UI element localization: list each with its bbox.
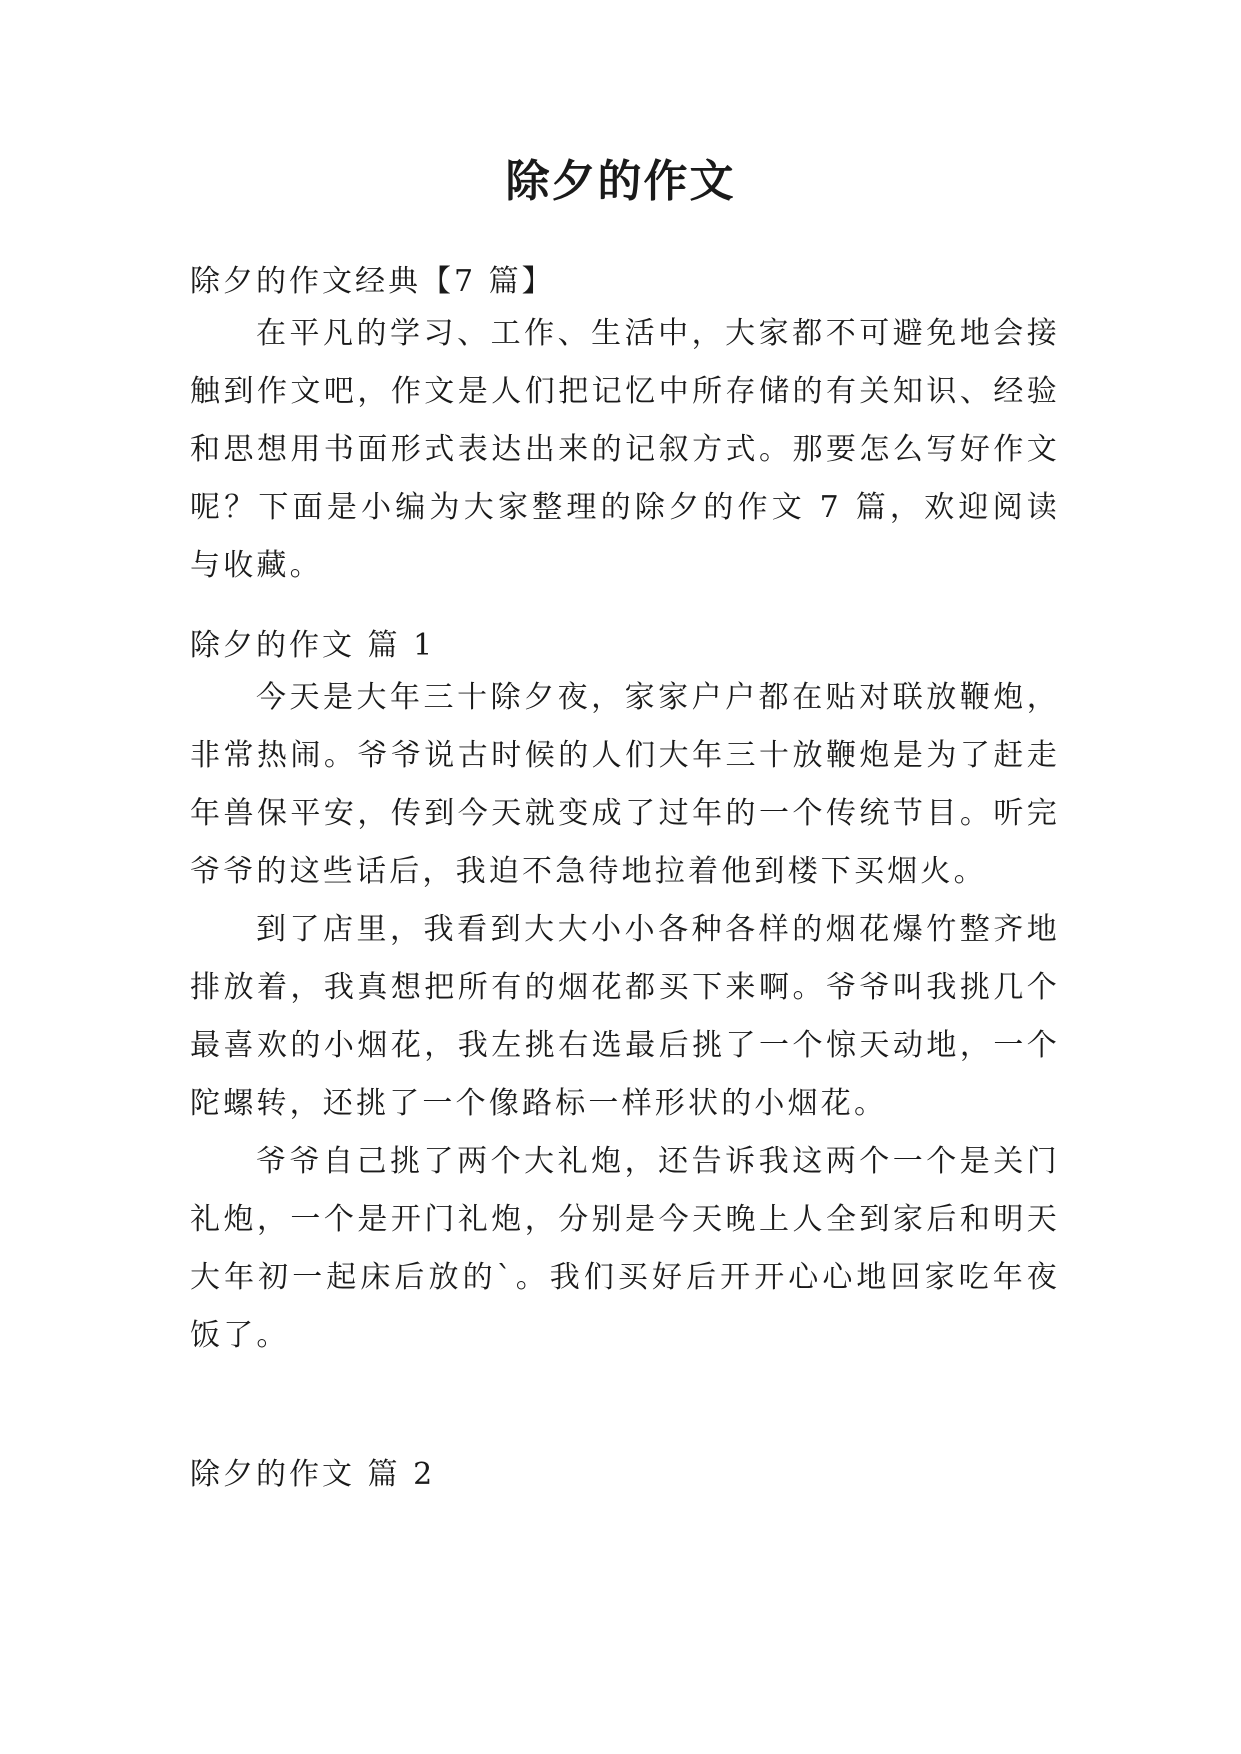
section-1-paragraph-2: 到了店里，我看到大大小小各种各样的烟花爆竹整齐地排放着，我真想把所有的烟花都买下来啊。爷爷叫我挑几个最喜欢的小烟花，我左挑右选最后挑了一个惊天动地，一个陀螺转，还挑了一个像路标一样形状的小烟花。: [190, 912, 1060, 1121]
section-heading-1: 除夕的作文 篇 1: [190, 628, 436, 663]
section-heading-2: 除夕的作文 篇 2: [190, 1457, 436, 1492]
document-subtitle: 除夕的作文经典【7 篇】: [190, 264, 555, 299]
section-1-paragraph-3: 爷爷自己挑了两个大礼炮，还告诉我这两个一个是关门礼炮，一个是开门礼炮，分别是今天晚上人全到家后和明天大年初一起床后放的`。我们买好后开开心心地回家吃年夜饭了。: [190, 1144, 1060, 1353]
document-title: 除夕的作文: [505, 156, 736, 207]
intro-paragraph: 在平凡的学习、工作、生活中，大家都不可避免地会接触到作文吧，作文是人们把记忆中所存储的有关知识、经验和思想用书面形式表达出来的记叙方式。那要怎么写好作文呢？下面是小编为大家整理的除夕的作文 7 篇，欢迎阅读与收藏。: [190, 316, 1060, 583]
section-1-paragraph-1: 今天是大年三十除夕夜，家家户户都在贴对联放鞭炮，非常热闹。爷爷说古时候的人们大年三十放鞭炮是为了赶走年兽保平安，传到今天就变成了过年的一个传统节目。听完爷爷的这些话后，我迫不急待地拉着他到楼下买烟火。: [190, 680, 1060, 889]
